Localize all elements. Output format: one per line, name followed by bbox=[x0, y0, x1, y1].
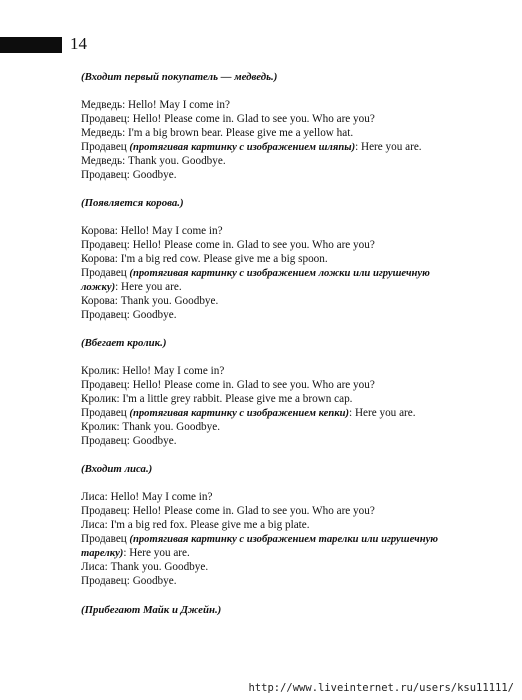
dialogue-line bbox=[81, 364, 224, 378]
dialogue-line bbox=[81, 504, 375, 518]
dialogue-text: Hello! Please come in. Glad to see you. Who are you? bbox=[129, 505, 375, 517]
speaker-name: Продавец: bbox=[81, 379, 130, 391]
action-direction: (протягивая картинку с изображением ложки или игрушечную bbox=[126, 268, 430, 279]
dialogue-line bbox=[81, 308, 177, 322]
speaker-name: Продавец bbox=[81, 141, 127, 153]
stage-direction bbox=[81, 70, 277, 84]
dialogue-line bbox=[81, 490, 212, 504]
stage-direction bbox=[81, 603, 221, 617]
dialogue-line bbox=[81, 140, 422, 155]
dialogue-text: Hello! May I come in? bbox=[125, 99, 230, 111]
speaker-name: Кролик: bbox=[81, 421, 120, 433]
dialogue-line bbox=[81, 252, 328, 266]
dialogue-line bbox=[81, 126, 353, 140]
dialogue-text: Hello! May I come in? bbox=[107, 491, 213, 503]
source-watermark: http://www.liveinternet.ru/users/ksu11111/ bbox=[248, 682, 514, 694]
dialogue-text: Hello! Please come in. Glad to see you. Who are you? bbox=[129, 239, 375, 251]
speaker-name: Продавец: bbox=[81, 113, 130, 125]
speaker-name: Продавец: bbox=[81, 575, 130, 587]
speaker-name: Корова: bbox=[81, 253, 118, 265]
dialogue-text: Thank you. Goodbye. bbox=[107, 561, 209, 573]
dialogue-text: I'm a big brown bear. Please give me a yellow hat. bbox=[125, 127, 354, 139]
stage-direction-text: (Вбегает кролик.) bbox=[81, 337, 167, 349]
action-direction: (протягивая картинку с изображением тарелки или игрушечную bbox=[126, 534, 439, 545]
dialogue-continuation bbox=[81, 280, 182, 295]
dialogue-text: Goodbye. bbox=[129, 169, 177, 181]
speaker-name: Продавец: bbox=[81, 169, 130, 181]
dialogue-line bbox=[81, 392, 352, 406]
stage-direction bbox=[81, 196, 184, 210]
dialogue-line bbox=[81, 98, 230, 112]
stage-direction-text: (Появляется корова.) bbox=[81, 197, 184, 209]
dialogue-line bbox=[81, 224, 223, 238]
dialogue-text: I'm a big red fox. Please give me a big plate. bbox=[107, 519, 310, 531]
speaker-name: Продавец bbox=[81, 267, 127, 279]
speaker-name: Кролик: bbox=[81, 365, 120, 377]
stage-direction-text: (Входит лиса.) bbox=[81, 463, 153, 475]
speaker-name: Продавец: bbox=[81, 239, 130, 251]
stage-direction bbox=[81, 462, 152, 476]
dialogue-text: Thank you. Goodbye. bbox=[117, 295, 219, 307]
stage-direction-text: (Входит первый покупатель — медведь.) bbox=[81, 71, 278, 83]
dialogue-continuation bbox=[81, 546, 190, 561]
dialogue-line bbox=[81, 420, 220, 434]
dialogue-text: I'm a big red cow. Please give me a big spoon. bbox=[117, 253, 328, 265]
speaker-name: Продавец: bbox=[81, 435, 130, 447]
speaker-name: Лиса: bbox=[81, 519, 108, 531]
dialogue-text: Thank you. Goodbye. bbox=[125, 155, 226, 167]
dialogue-line bbox=[81, 532, 438, 547]
dialogue-text: : Here you are. bbox=[355, 141, 422, 153]
action-direction: (протягивая картинку с изображением шляпы) bbox=[126, 142, 356, 153]
dialogue-text: Thank you. Goodbye. bbox=[119, 421, 220, 433]
dialogue-text: : Here you are. bbox=[115, 281, 182, 293]
page-number: 14 bbox=[70, 34, 87, 53]
speaker-name: Корова: bbox=[81, 225, 118, 237]
speaker-name: Лиса: bbox=[81, 491, 108, 503]
dialogue-line bbox=[81, 238, 375, 252]
dialogue-line bbox=[81, 406, 416, 421]
speaker-name: Лиса: bbox=[81, 561, 108, 573]
dialogue-line bbox=[81, 154, 226, 168]
stage-direction bbox=[81, 336, 166, 350]
dialogue-line bbox=[81, 560, 208, 574]
speaker-name: Кролик: bbox=[81, 393, 120, 405]
dialogue-line bbox=[81, 112, 375, 126]
dialogue-line bbox=[81, 168, 177, 182]
dialogue-line bbox=[81, 434, 177, 448]
speaker-name: Медведь: bbox=[81, 99, 126, 111]
dialogue-text: I'm a little grey rabbit. Please give me a brown cap. bbox=[119, 393, 353, 405]
speaker-name: Продавец: bbox=[81, 309, 130, 321]
dialogue-text: : Here you are. bbox=[123, 547, 190, 559]
speaker-name: Продавец: bbox=[81, 505, 130, 517]
dialogue-line bbox=[81, 574, 177, 588]
dialogue-line bbox=[81, 518, 310, 532]
dialogue-text: Hello! May I come in? bbox=[119, 365, 225, 377]
dialogue-text: Goodbye. bbox=[129, 575, 177, 587]
action-direction: тарелку) bbox=[81, 548, 124, 559]
speaker-name: Продавец bbox=[81, 533, 127, 545]
dialogue-text: Goodbye. bbox=[129, 309, 177, 321]
dialogue-line bbox=[81, 378, 375, 392]
speaker-name: Продавец bbox=[81, 407, 127, 419]
dialogue-line bbox=[81, 266, 430, 281]
speaker-name: Медведь: bbox=[81, 155, 126, 167]
stage-direction-text: (Прибегают Майк и Джейн.) bbox=[81, 604, 222, 616]
dialogue-text: : Here you are. bbox=[349, 407, 416, 419]
dialogue-line bbox=[81, 294, 218, 308]
dialogue-text: Hello! May I come in? bbox=[117, 225, 223, 237]
action-direction: (протягивая картинку с изображением кепки) bbox=[126, 408, 350, 419]
action-direction: ложку) bbox=[81, 282, 116, 293]
dialogue-text: Goodbye. bbox=[129, 435, 177, 447]
dialogue-text: Hello! Please come in. Glad to see you. Who are you? bbox=[129, 113, 375, 125]
speaker-name: Корова: bbox=[81, 295, 118, 307]
speaker-name: Медведь: bbox=[81, 127, 126, 139]
dialogue-text: Hello! Please come in. Glad to see you. Who are you? bbox=[129, 379, 375, 391]
